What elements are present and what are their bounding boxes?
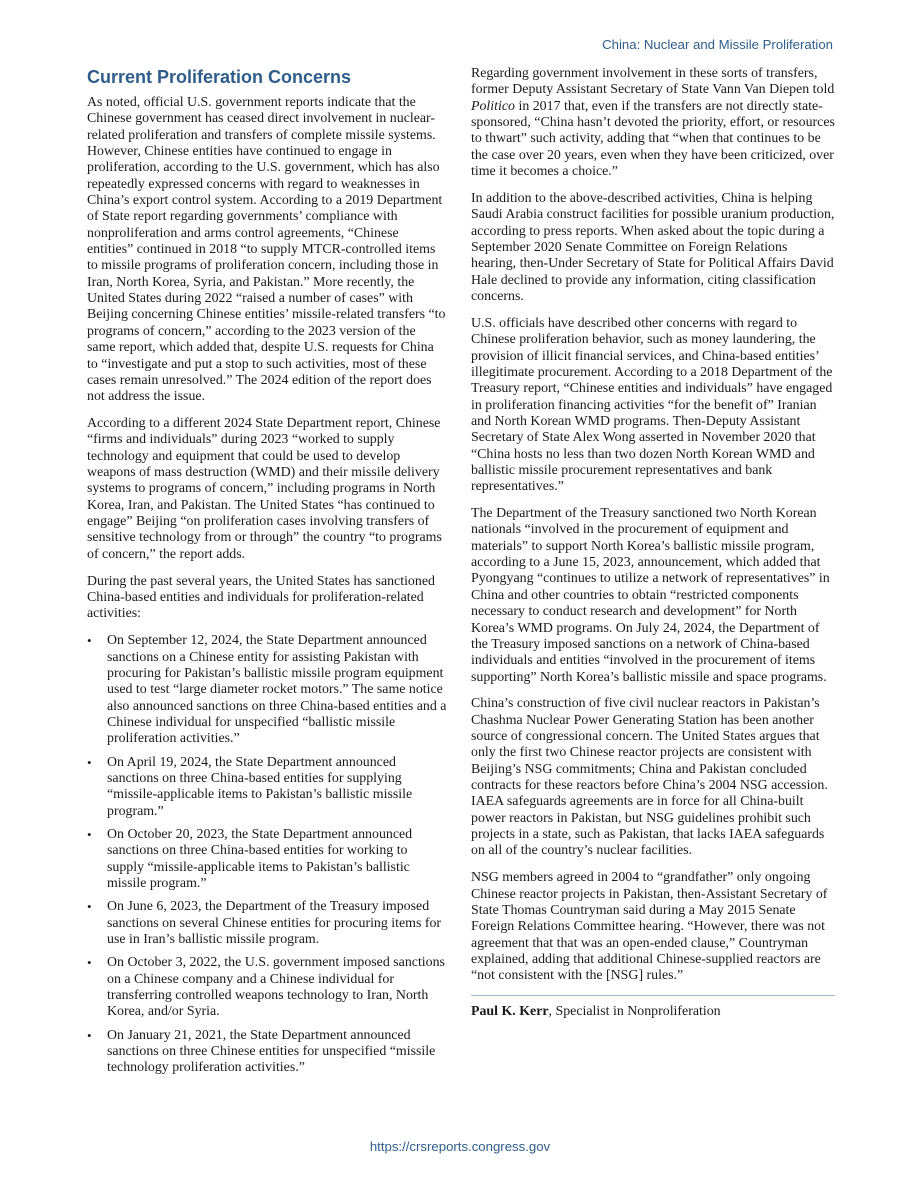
list-item-text: On June 6, 2023, the Department of the Treasury imposed sanctions on several Chinese entities for procuring items for use in Iran’s ballistic missile program. bbox=[107, 899, 442, 947]
list-item bbox=[87, 899, 447, 948]
list-item bbox=[87, 633, 447, 747]
publication-name: Politico bbox=[471, 98, 515, 114]
list-item-text: On September 12, 2024, the State Department announced sanctions on a Chinese entity for assisting Pakistan with procuring for Pakistan’s ballistic missile program equipment used to test “large diameter rocket motors.” The same notice also announced sanctions on three China-based entities and a Chinese individual for unspecified “ballistic missile proliferation activities.” bbox=[107, 633, 447, 747]
paragraph: During the past several years, the United States has sanctioned China-based entities and individuals for proliferation-related activities: bbox=[87, 573, 435, 622]
divider bbox=[471, 995, 835, 996]
list-item bbox=[87, 827, 447, 892]
left-column bbox=[87, 66, 447, 1084]
paragraph: NSG members agreed in 2004 to “grandfather” only ongoing Chinese reactor projects in Pakistan, then-Assistant Secretary of State Thomas Countryman said during a May 2015 Senate Foreign Relations Committee hearing. “However, there was not agreement that that was an open-ended clause,” Countryman explained, adding that additional Chinese-supplied reactors are “not consistent with the [NSG] rules.” bbox=[471, 870, 828, 984]
paragraph: According to a different 2024 State Department report, Chinese “firms and individuals” during 2023 “worked to supply technology and equipment that could be used to develop weapons of mass destruction (WMD) and their missile delivery systems to programs of concern,” including programs in North Korea, Iran, and Pakistan. The United States “has continued to engage” Beijing “on proliferation cases involving transfers of sensitive technology from or through” the country “to programs of concern,” the report adds. bbox=[87, 416, 442, 562]
sanctions-list bbox=[87, 633, 447, 1077]
list-item-text: On October 3, 2022, the U.S. government imposed sanctions on a Chinese company and a Chinese individual for transferring controlled weapons technology to Iran, North Korea, and/or Syria. bbox=[107, 955, 445, 1020]
footer-url[interactable]: https://crsreports.congress.gov bbox=[369, 1139, 551, 1154]
paragraph-text: in 2017 that, even if the transfers are not directly state-sponsored, “China hasn’t devoted the priority, effort, or resources to thwart” such activity, adding that “when that continues to be the case over 20 years, even when they have been criticized, over time it becomes a choice.” bbox=[471, 98, 835, 180]
bullet-icon: • bbox=[87, 754, 92, 770]
author-line bbox=[471, 1004, 835, 1020]
bullet-icon: • bbox=[87, 899, 92, 915]
list-item-text: On October 20, 2023, the State Department announced sanctions on three China-based entities for working to supply “missile-applicable items to Pakistan’s ballistic missile program.” bbox=[107, 826, 413, 891]
author-title: , Specialist in Nonproliferation bbox=[548, 1004, 721, 1020]
bullet-icon: • bbox=[87, 826, 92, 842]
paragraph bbox=[471, 66, 835, 180]
paragraph: In addition to the above-described activities, China is helping Saudi Arabia construct facilities for possible uranium production, according to press reports. When asked about the topic during a September 2020 Senate Committee on Foreign Relations hearing, then-Under Secretary of State for Political Affairs David Hale declined to provide any information, citing classification concerns. bbox=[471, 190, 835, 304]
bullet-icon: • bbox=[87, 955, 92, 971]
paragraph-text: Regarding government involvement in these sorts of transfers, former Deputy Assistant Secretary of State Vann Van Diepen told bbox=[471, 66, 835, 98]
list-item bbox=[87, 955, 447, 1020]
list-item bbox=[87, 755, 447, 820]
list-item-text: On January 21, 2021, the State Department announced sanctions on three Chinese entities for unspecified “missile technology proliferation activities.” bbox=[107, 1027, 436, 1076]
section-title: Current Proliferation Concerns bbox=[87, 67, 352, 87]
bullet-icon: • bbox=[87, 1027, 92, 1043]
list-item-text: On April 19, 2024, the State Department announced sanctions on three China-based entities for supplying “missile-applicable items to Pakistan’s ballistic missile program.” bbox=[107, 754, 413, 819]
paragraph: China’s construction of five civil nuclear reactors in Pakistan’s Chashma Nuclear Power Generating Station has been another source of congressional concern. The United States argues that only the first two Chinese reactor projects are consistent with Beijing’s NSG commitments; China and Pakistan concluded contracts for these reactors before China’s 2004 NSG accession. IAEA safeguards agreements are in force for all China-built power reactors in Pakistan, but NSG guidelines prohibit such projects in a state, such as Pakistan, that lacks IAEA safeguards on all of the country’s nuclear facilities. bbox=[471, 696, 828, 859]
author-name: Paul K. Kerr bbox=[471, 1004, 549, 1020]
paragraph: U.S. officials have described other concerns with regard to Chinese proliferation behavior, such as money laundering, the provision of illicit financial services, and China-based entities’ illegitimate procurement. According to a 2018 Department of the Treasury report, “Chinese entities and individuals” have engaged in proliferation financing activities “for the benefit of” Iranian and North Korean WMD programs. Then-Deputy Assistant Secretary of State Alex Wong asserted in November 2020 that “China hosts no less than two dozen North Korean WMD and ballistic missile procurement representatives and bank representatives.” bbox=[471, 315, 833, 495]
bullet-icon: • bbox=[87, 633, 92, 649]
list-item bbox=[87, 1028, 447, 1077]
paragraph: As noted, official U.S. government reports indicate that the Chinese government has ceased direct involvement in nuclear-related proliferation and transfers of complete missile systems. However, Chinese entities have continued to engage in proliferation, according to the U.S. government, which has also repeatedly expressed concerns with regard to weaknesses in China’s export control system. According to a 2019 Department of State report regarding governments’ compliance with nonproliferation and arms control agreements, “Chinese entities” continued in 2018 “to supply MTCR-controlled items to missile programs of proliferation concern, including those in Iran, North Korea, Syria, and Pakistan.” More recently, the United States during 2022 “raised a number of cases” with Beijing concerning Chinese entities’ missile-related transfers “to programs of concern,” according to the 2023 version of the same report, which added that, despite U.S. requests for China to “investigate and put a stop to such activities, most of these cases remain unresolved.” The 2024 edition of the report does not address the issue. bbox=[87, 95, 446, 405]
right-column bbox=[471, 66, 835, 1021]
paragraph: The Department of the Treasury sanctioned two North Korean nationals “involved in the procurement of equipment and materials” to support North Korea’s ballistic missile program, according to a June 15, 2023, announcement, which added that Pyongyang “continues to utilize a network of representatives” in China and other countries to obtain “restricted components necessary to conduct research and development” for North Korea’s WMD programs. On July 24, 2024, the Department of the Treasury imposed sanctions on a network of China-based individuals and entities “involved in the procurement of items supporting” North Korea’s ballistic missile and space programs. bbox=[471, 506, 830, 685]
running-header: China: Nuclear and Missile Proliferation bbox=[602, 37, 833, 52]
